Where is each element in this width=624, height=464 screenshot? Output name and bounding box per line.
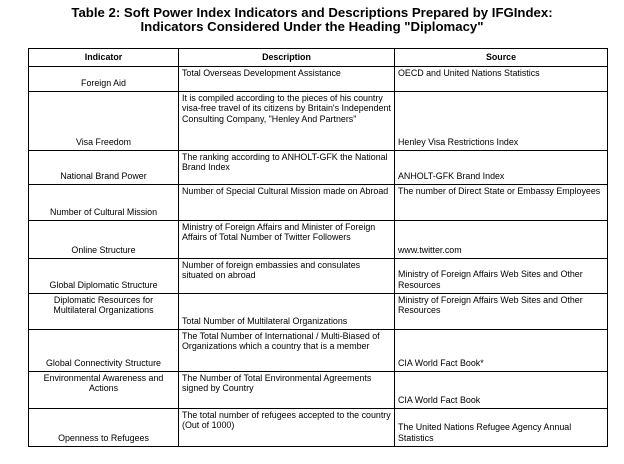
description-cell: It is compiled according to the pieces of his country visa-free travel of its citizens by Britain's Independent Consulting Company, "Henley And Partners" [179, 92, 395, 151]
source-cell: CIA World Fact Book* [395, 330, 608, 372]
header-description: Description [179, 49, 395, 67]
table-row [29, 67, 608, 92]
source-cell: The United Nations Refugee Agency Annual Statistics [395, 409, 608, 447]
header-indicator: Indicator [29, 49, 179, 67]
source-cell: CIA World Fact Book [395, 372, 608, 409]
description-cell: Total Overseas Development Assistance [179, 67, 395, 92]
source-cell: Ministry of Foreign Affairs Web Sites and Other Resources [395, 294, 608, 330]
header-source: Source [395, 49, 608, 67]
source-cell: www.twitter.com [395, 221, 608, 259]
description-cell: Number of Special Cultural Mission made on Abroad [179, 185, 395, 221]
indicator-cell: Global Diplomatic Structure [29, 259, 179, 294]
indicator-cell: Openness to Refugees [29, 409, 179, 447]
source-cell: ANHOLT-GFK Brand Index [395, 151, 608, 185]
table-row [29, 221, 608, 259]
description-cell: Total Number of Multilateral Organizations [179, 294, 395, 330]
table-title-line-1: Table 2: Soft Power Index Indicators and Descriptions Prepared by IFGIndex: [71, 5, 553, 20]
table-row [29, 259, 608, 294]
table-title [0, 6, 624, 34]
table-row [29, 294, 608, 330]
description-cell: Number of foreign embassies and consulates situated on abroad [179, 259, 395, 294]
table-row [29, 330, 608, 372]
description-cell: The Total Number of International / Multi-Biased of Organizations which a country that is a member [179, 330, 395, 372]
source-cell: Henley Visa Restrictions Index [395, 92, 608, 151]
table-row [29, 92, 608, 151]
indicator-cell: Environmental Awareness and Actions [29, 372, 179, 409]
description-cell: The Number of Total Environmental Agreements signed by Country [179, 372, 395, 409]
indicator-cell: Visa Freedom [29, 92, 179, 151]
source-cell: The number of Direct State or Embassy Employees [395, 185, 608, 221]
table-title-line-2: Indicators Considered Under the Heading "Diplomacy" [140, 19, 484, 34]
indicator-cell: Online Structure [29, 221, 179, 259]
source-cell: Ministry of Foreign Affairs Web Sites and Other Resources [395, 259, 608, 294]
diplomacy-indicators-table [28, 48, 608, 447]
indicator-cell: Number of Cultural Mission [29, 185, 179, 221]
table-row [29, 372, 608, 409]
indicator-cell: Foreign Aid [29, 67, 179, 92]
description-cell: Ministry of Foreign Affairs and Minister of Foreign Affairs of Total Number of Twitter Followers [179, 221, 395, 259]
indicator-cell: Diplomatic Resources for Multilateral Organizations [29, 294, 179, 330]
source-cell: OECD and United Nations Statistics [395, 67, 608, 92]
table-row [29, 409, 608, 447]
description-cell: The total number of refugees accepted to the country (Out of 1000) [179, 409, 395, 447]
table-row [29, 185, 608, 221]
table-row [29, 151, 608, 185]
table-header-row [29, 49, 608, 67]
description-cell: The ranking according to ANHOLT-GFK the National Brand Index [179, 151, 395, 185]
indicator-cell: National Brand Power [29, 151, 179, 185]
indicator-cell: Global Connectivity Structure [29, 330, 179, 372]
